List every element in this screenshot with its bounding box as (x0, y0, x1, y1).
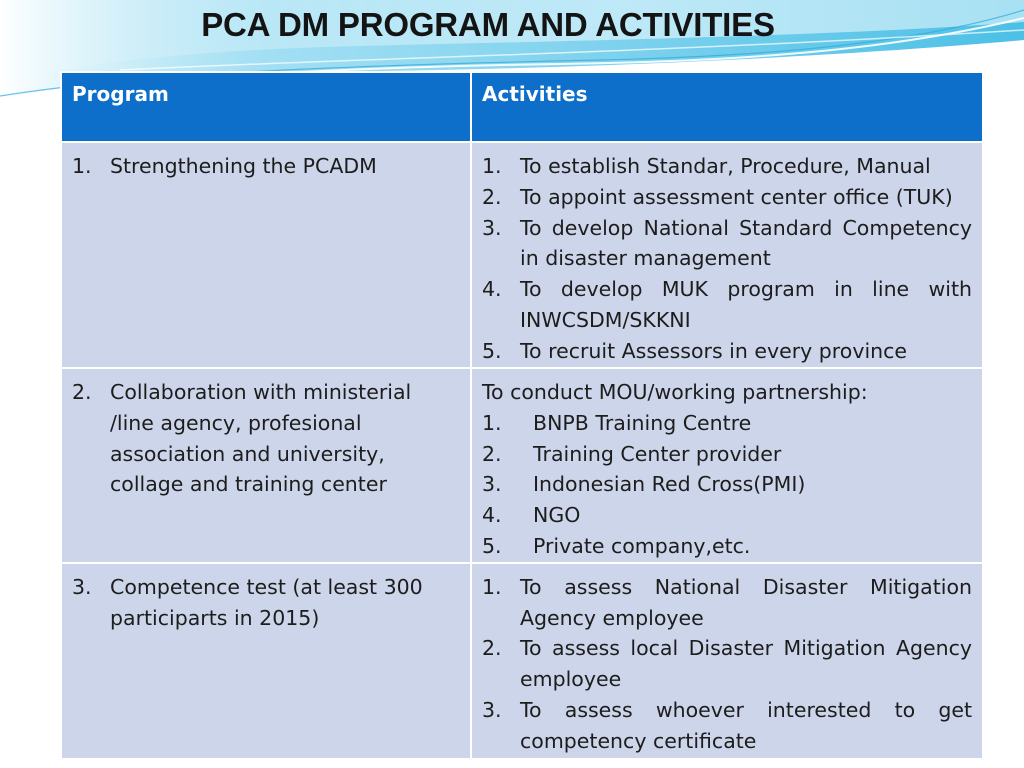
column-header-program: Program (61, 72, 471, 142)
program-cell (61, 368, 471, 563)
list-item: 5. Private company,etc. (482, 533, 751, 558)
list-item: 3. To develop National Standard Competency in disaster management (482, 215, 972, 271)
list-item: 3. To assess whoever interested to get competency certificate (482, 697, 972, 753)
list-item: 2. To assess local Disaster Mitigation Agency employee (482, 636, 972, 692)
table-header-row (61, 72, 983, 142)
program-cell (61, 142, 471, 368)
list-item: 4. NGO (482, 503, 581, 528)
activities-cell (471, 563, 983, 759)
list-item: 1. To establish Standar, Procedure, Manual (482, 154, 931, 178)
table-row (61, 563, 983, 759)
activities-cell (471, 142, 983, 368)
list-item: 5. To recruit Assessors in every province (482, 338, 908, 363)
list-item: 2. Training Center provider (482, 441, 782, 466)
program-activities-table (60, 71, 984, 760)
list-item: 1. To assess National Disaster Mitigation Agency employee (482, 574, 972, 630)
list-item: 3. Competence test (at least 300 participarts in 2015) (72, 574, 423, 630)
activities-cell (471, 368, 983, 563)
column-header-activities: Activities (471, 72, 983, 142)
list-item: 2. Collaboration with ministerial /line agency, profesional association and university, collage and training center (72, 380, 412, 497)
program-cell (61, 563, 471, 759)
list-item: 2. To appoint assessment center office (TUK) (482, 184, 953, 209)
table-row (61, 368, 983, 563)
list-item: 4. To develop MUK program in line with INWCSDM/SKKNI (482, 277, 972, 332)
table-row (61, 142, 983, 368)
list-item: 3. Indonesian Red Cross(PMI) (482, 472, 806, 497)
page-title: PCA DM PROGRAM AND ACTIVITIES (201, 6, 775, 43)
activities-intro: To conduct MOU/working partnership: (482, 380, 868, 404)
list-item: 1. BNPB Training Centre (482, 410, 752, 435)
list-item: 1. Strengthening the PCADM (72, 154, 377, 178)
